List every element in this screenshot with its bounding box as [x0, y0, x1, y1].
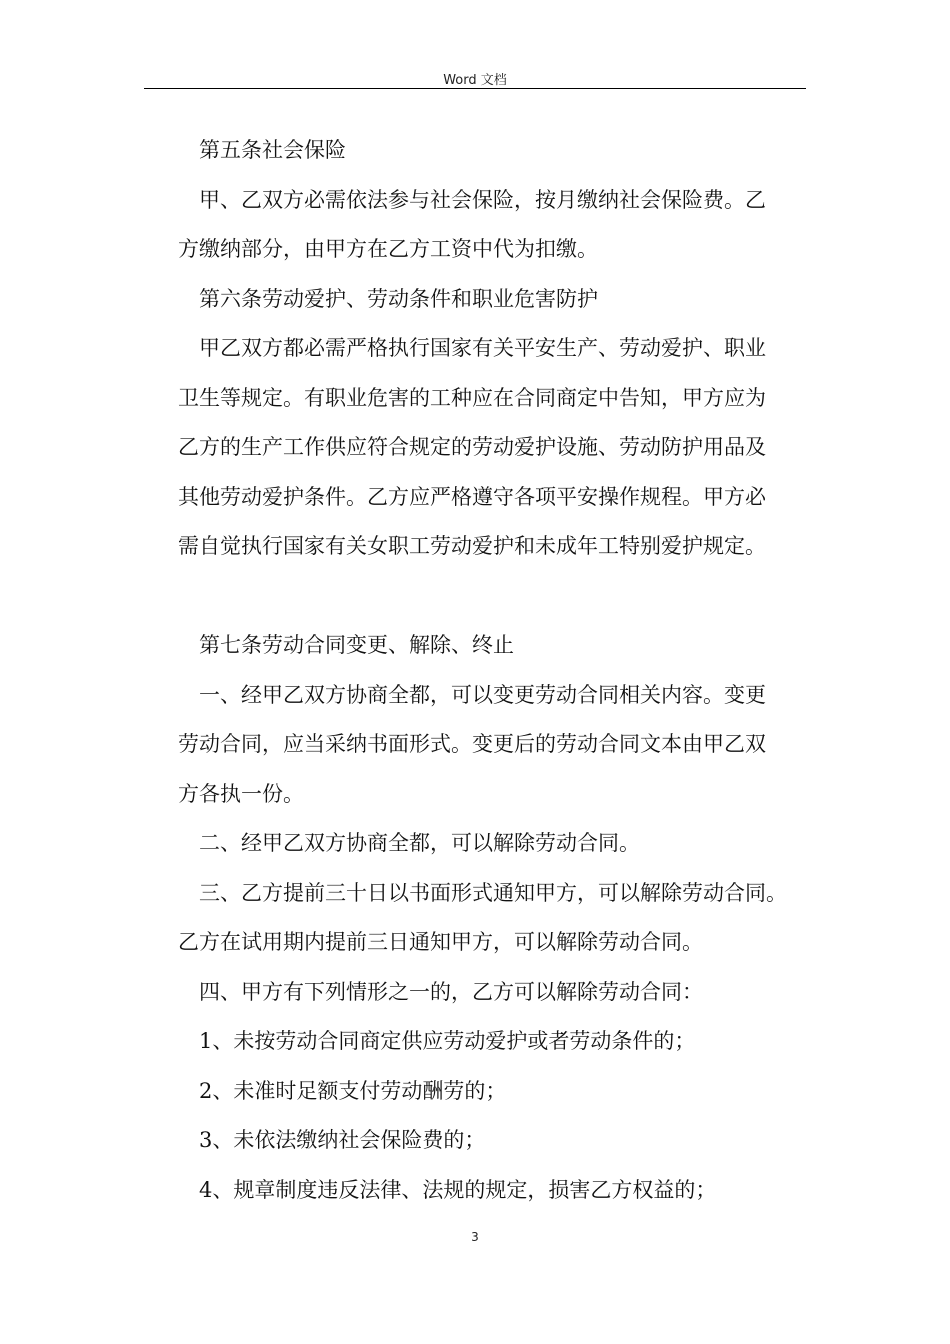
paragraph-line: 方各执一份。	[178, 781, 304, 806]
page-number: 3	[471, 1230, 479, 1244]
document-body	[178, 126, 810, 1215]
list-item: 4、规章制度违反法律、法规的规定，损害乙方权益的；	[199, 1177, 717, 1202]
page-header: Word 文档	[443, 73, 507, 88]
list-item: 2、未准时足额支付劳动酬劳的；	[199, 1078, 507, 1103]
paragraph-line: 甲、乙双方必需依法参与社会保险，按月缴纳社会保险费。乙	[199, 187, 766, 212]
paragraph-line: 需自觉执行国家有关女职工劳动爱护和未成年工特别爱护规定。	[178, 534, 766, 558]
paragraph-line: 四、甲方有下列情形之一的，乙方可以解除劳动合同：	[199, 979, 703, 1004]
paragraph-line: 二、经甲乙双方协商全都，可以解除劳动合同。	[199, 831, 640, 855]
section-heading: 第六条劳动爱护、劳动条件和职业危害防护	[199, 286, 598, 311]
list-item: 1、未按劳动合同商定供应劳动爱护或者劳动条件的；	[199, 1029, 696, 1053]
blank-line	[178, 572, 810, 622]
paragraph-line: 乙方在试用期内提前三日通知甲方，可以解除劳动合同。	[178, 930, 703, 954]
header-rule	[144, 88, 806, 89]
paragraph-line: 劳动合同，应当采纳书面形式。变更后的劳动合同文本由甲乙双	[178, 732, 766, 756]
section-heading: 第七条劳动合同变更、解除、终止	[199, 633, 514, 657]
list-item: 3、未依法缴纳社会保险费的；	[199, 1128, 486, 1152]
paragraph-line: 方缴纳部分，由甲方在乙方工资中代为扣缴。	[178, 237, 598, 261]
paragraph-line: 卫生等规定。有职业危害的工种应在合同商定中告知，甲方应为	[178, 385, 766, 410]
paragraph-line: 乙方的生产工作供应符合规定的劳动爱护设施、劳动防护用品及	[178, 435, 766, 459]
section-heading: 第五条社会保险	[199, 138, 346, 162]
paragraph-line: 其他劳动爱护条件。乙方应严格遵守各项平安操作规程。甲方必	[178, 484, 766, 509]
paragraph-line: 甲乙双方都必需严格执行国家有关平安生产、劳动爱护、职业	[199, 336, 766, 360]
paragraph-line: 一、经甲乙双方协商全都，可以变更劳动合同相关内容。变更	[199, 682, 766, 707]
paragraph-line: 三、乙方提前三十日以书面形式通知甲方，可以解除劳动合同。	[199, 880, 787, 905]
